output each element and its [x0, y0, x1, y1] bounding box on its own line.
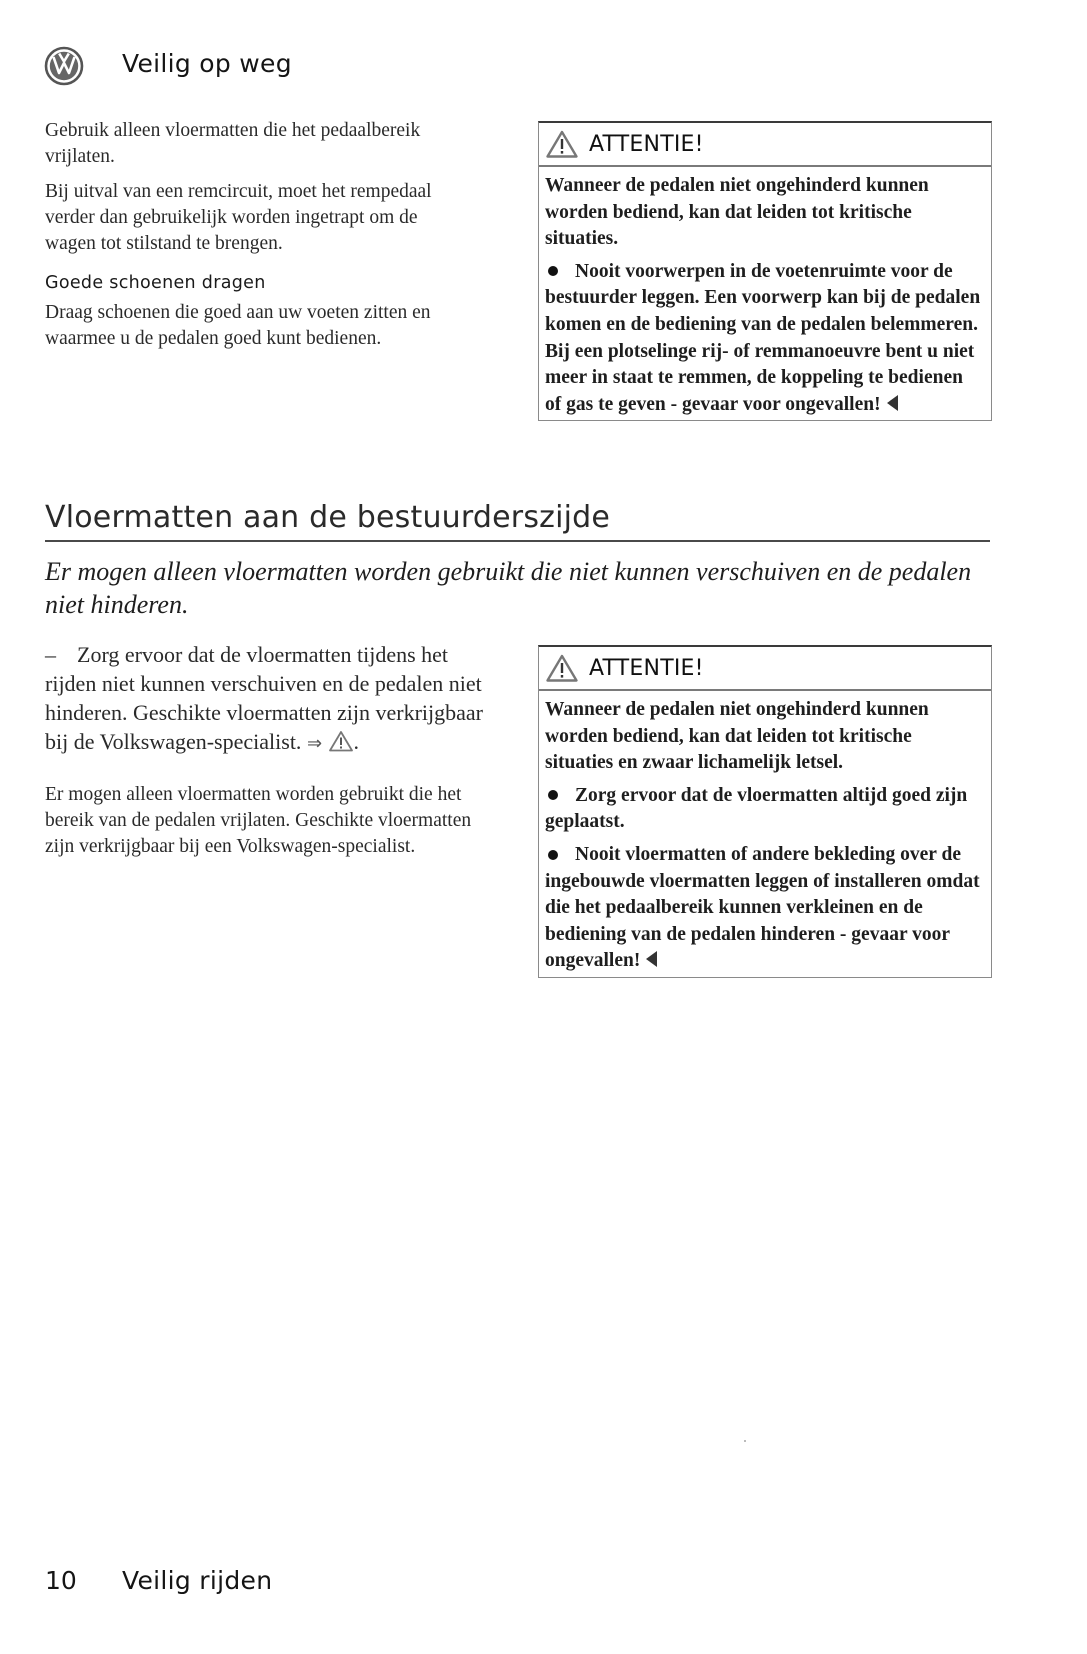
warning-triangle-icon: [545, 129, 579, 159]
warning-intro: Wanneer de pedalen niet ongehinderd kunnen worden bediend, kan dat leiden tot kritische situaties en zwaar lichamelijk letsel.: [545, 699, 929, 774]
instruction-step: – Zorg ervoor dat de vloermatten tijdens het rijden niet kunnen verschuiven en de pedalen niet hinderen. Geschikte vloermatten zijn verkrijgbaar bij de Volkswagen-specialist. ⇒ .: [45, 642, 483, 754]
paragraph-suitable-mats: Er mogen alleen vloermatten worden gebruikt die het bereik van de pedalen vrijlaten. Geschikte vloermatten zijn verkrijgbaar bij een Volkswagen-specialist.: [45, 784, 472, 857]
warning-title: ATTENTIE!: [589, 131, 704, 157]
warning-triangle-icon: [545, 653, 579, 683]
warning-bullet-item: Nooit voorwerpen in de voetenruimte voor de bestuurder leggen. Een voorwerp kan bij de pedalen komen en de bediening van de pedalen belemmeren. Bij een plotselinge rij- of remmanoeuvre bent u niet meer in staat te remmen, de koppeling te bedienen of gas te geven - gevaar voor ongevallen!: [545, 260, 981, 415]
warning-body: [539, 691, 991, 977]
step-dash: –: [45, 642, 56, 667]
bullet-icon: [548, 790, 558, 800]
paragraph-pedal-range: Gebruik alleen vloermatten die het pedaalbereik vrijlaten.: [45, 120, 421, 167]
paragraph-brake-failure: Bij uitval van een remcircuit, moet het rempedaal verder dan gebruikelijk worden ingetrapt om de wagen tot stilstand te brengen.: [45, 181, 432, 254]
warning-triangle-icon[interactable]: [328, 730, 354, 752]
warning-bullet-item: Zorg ervoor dat de vloermatten altijd goed zijn geplaatst.: [545, 784, 968, 833]
end-of-section-arrow-icon: [646, 951, 657, 967]
see-reference-arrow: ⇒: [306, 733, 323, 754]
warning-header: [539, 647, 991, 691]
volkswagen-logo-icon: [44, 46, 84, 86]
warning-title: ATTENTIE!: [589, 655, 704, 681]
warning-bullet-item: Nooit vloermatten of andere bekleding over de ingebouwde vloermatten leggen of installeren omdat die het pedaalbereik kunnen verkleinen en de bediening van de pedalen hinderen - gevaar voor ongevallen!: [545, 843, 980, 972]
section-divider: [45, 540, 990, 542]
end-of-section-arrow-icon: [887, 395, 898, 411]
warning-intro: Wanneer de pedalen niet ongehinderd kunnen worden bediend, kan dat leiden tot kritische situaties.: [545, 175, 929, 250]
paragraph-shoes: Draag schoenen die goed aan uw voeten zitten en waarmee u de pedalen goed kunt bedienen.: [45, 302, 431, 349]
chapter-title: Veilig rijden: [122, 1566, 273, 1595]
warning-body: [539, 167, 991, 420]
instruction-step-text: Zorg ervoor dat de vloermatten tijdens het rijden niet kunnen verschuiven en de pedalen niet hinderen. Geschikte vloermatten zijn verkrijgbaar bij de Volkswagen-specialist.: [45, 642, 483, 754]
section-title: Vloermatten aan de bestuurderszijde: [45, 500, 611, 535]
scan-artifact: [744, 1440, 746, 1442]
section-intro: Er mogen alleen vloermatten worden gebruikt die niet kunnen verschuiven en de pedalen niet hinderen.: [45, 557, 972, 619]
bullet-icon: [548, 850, 558, 860]
page-header-title: Veilig op weg: [122, 49, 292, 78]
bullet-icon: [548, 266, 558, 276]
warning-box-footwell: [538, 121, 992, 421]
subheading-shoes: Goede schoenen dragen: [45, 273, 266, 293]
instructions-column: [45, 640, 515, 860]
page-header: [44, 46, 84, 86]
intro-column: [45, 118, 505, 352]
warning-header: [539, 123, 991, 167]
page-number: 10: [45, 1566, 77, 1595]
warning-box-floor-mats: [538, 645, 992, 978]
